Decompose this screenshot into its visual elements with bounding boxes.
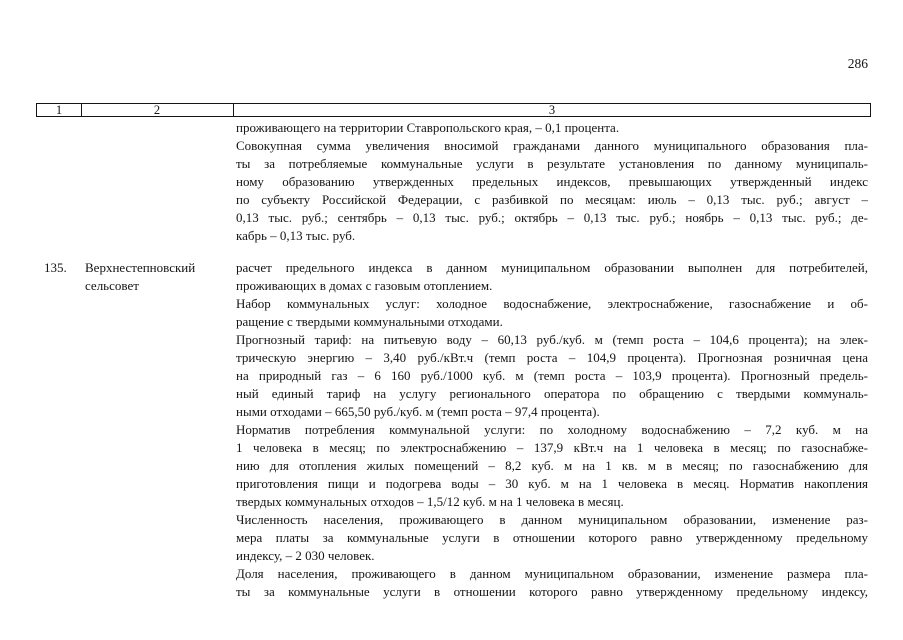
table-header-col-1: 1 — [37, 104, 82, 116]
table-header-col-2: 2 — [81, 104, 234, 116]
text-line: Доля населения, проживающего в данном муниципальном образовании, изменение размера пла- — [236, 566, 868, 581]
text-line: ты за потребляемые коммунальные услуги в результате установления по данному муниципаль- — [236, 156, 868, 171]
text-line: мера платы за коммунальные услуги в отношении которого равно утвержденному предельному — [236, 530, 868, 545]
text-line: проживающих в домах с газовым отоплением. — [236, 278, 493, 293]
municipality-name-line: Верхнестепновский — [85, 260, 196, 275]
text-line: Норматив потребления коммунальной услуги: по холодному водоснабжению – 7,2 куб. м на — [236, 422, 868, 437]
text-line: Набор коммунальных услуг: холодное водоснабжение, электроснабжение, газоснабжение и об- — [236, 296, 868, 311]
text-line: ный единый тариф на услугу регионального оператора по обращению с твердыми коммуналь- — [236, 386, 868, 401]
text-line: ращение с твердыми коммунальными отходами. — [236, 314, 503, 329]
text-line: 1 человека в месяц; по электроснабжению – 137,9 кВт.ч на 1 человека в месяц; по газоснабже- — [236, 440, 868, 455]
text-line: индексу, – 2 030 человек. — [236, 548, 375, 563]
text-line: ному образованию утвержденных предельных индексов, превышающих утвержденный индекс — [236, 174, 868, 189]
municipality-name-line: сельсовет — [85, 278, 139, 293]
text-line: проживающего на территории Ставропольского края, – 0,1 процента. — [236, 120, 620, 135]
row-number: 135. — [44, 260, 67, 275]
text-line: трическую энергию – 3,40 руб./кВт.ч (темп роста – 104,9 процента). Прогнозная розничная цена — [236, 350, 868, 365]
continuation-text — [236, 119, 868, 245]
text-line: Совокупная сумма увеличения вносимой гражданами данного муниципального образования пла- — [236, 138, 868, 153]
page-number: 286 — [847, 56, 868, 71]
text-line: по субъекту Российской Федерации, с разбивкой по месяцам: июль – 0,13 тыс. руб.; август – — [236, 192, 868, 207]
text-line: 0,13 тыс. руб.; сентябрь – 0,13 тыс. руб.; октябрь – 0,13 тыс. руб.; ноябрь – 0,13 тыс. руб.; де- — [236, 210, 868, 225]
text-line: ными отходами – 665,50 руб./куб. м (темп роста – 97,4 процента). — [236, 404, 600, 419]
table-header-col-3: 3 — [548, 103, 556, 117]
text-line: расчет предельного индекса в данном муниципальном образовании выполнен для потребителей, — [236, 260, 868, 275]
text-line: нию для отопления жилых помещений – 8,2 куб. м на 1 кв. м в месяц; по газоснабжению для — [236, 458, 868, 473]
text-line: твердых коммунальных отходов – 1,5/12 куб. м на 1 человека в месяц. — [236, 494, 624, 509]
table-header — [36, 103, 871, 117]
text-line: на природный газ – 6 160 руб./1000 куб. м (темп роста – 103,9 процента). Прогнозный предель- — [236, 368, 868, 383]
text-line: ты за коммунальные услуги в отношении которого равно утвержденному предельному индексу, — [236, 584, 868, 599]
text-line: Прогнозный тариф: на питьевую воду – 60,13 руб./куб. м (темп роста – 104,6 процента); на элек- — [236, 332, 868, 347]
municipality-name — [85, 259, 230, 295]
row-description — [236, 259, 868, 601]
text-line: Численность населения, проживающего в данном муниципальном образовании, изменение раз- — [236, 512, 868, 527]
text-line: кабрь – 0,13 тыс. руб. — [236, 228, 356, 243]
text-line: приготовления пищи и подогрева воды – 30 куб. м на 1 человека в месяц. Норматив накопления — [236, 476, 868, 491]
